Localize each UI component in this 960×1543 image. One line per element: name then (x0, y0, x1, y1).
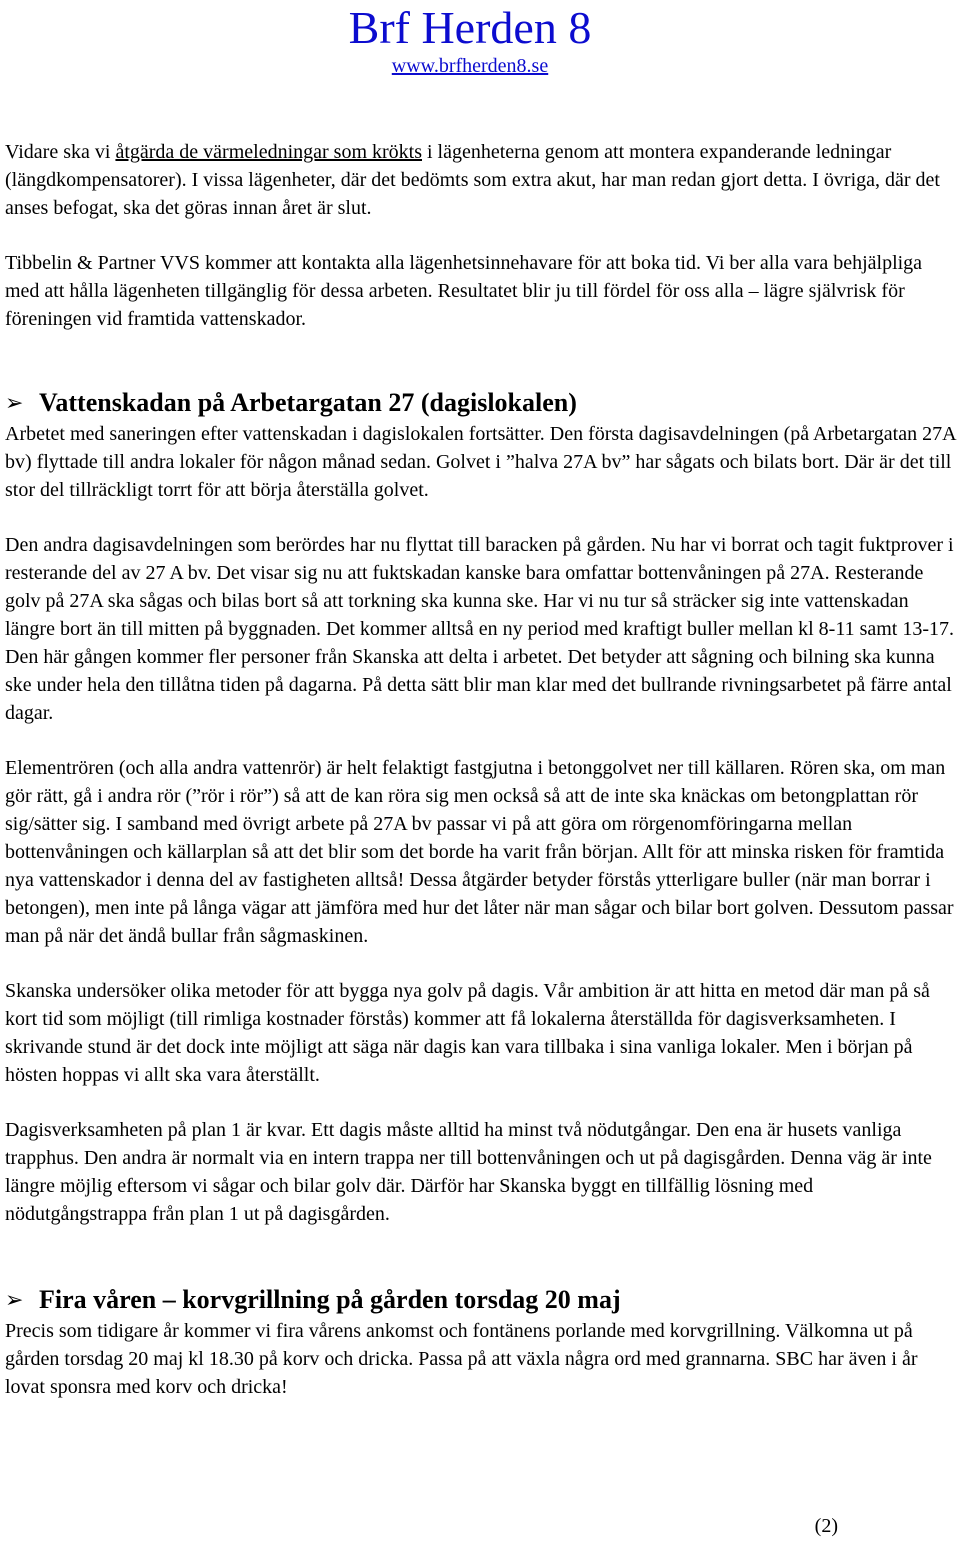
spacer (5, 1089, 957, 1116)
heading-text: Fira våren – korvgrillning på gården torsdag 20 maj (39, 1285, 621, 1314)
paragraph-vvs-contact: Tibbelin & Partner VVS kommer att kontakta alla lägenhetsinnehavare för att boka tid. Vi ber alla vara behjälpliga med att hålla lägenheten tillgänglig för dessa arbeten. Resultatet blir ju till fördel för oss alla – lägre självrisk för föreningen vid framtida vattenskador. (5, 252, 923, 330)
page-header (0, 0, 960, 78)
spacer (5, 504, 957, 531)
spacer (5, 333, 957, 386)
arrow-bullet-icon: ➢ (5, 390, 24, 415)
arrow-bullet-icon: ➢ (5, 1287, 24, 1312)
spacer (5, 222, 957, 249)
underlined-text: åtgärda de värmeledningar som krökts (115, 141, 422, 163)
text-run: i lägenheterna genom att montera expanderande ledningar (längdkompensatorer). I vissa lägenheter, där det bedömts som extra akut, har man redan gjort detta. I övriga, där det anses befogat, ska det göras innan året är slut. (5, 141, 940, 219)
paragraph-skanska: Skanska undersöker olika metoder för att bygga nya golv på dagis. Vår ambition är att hitta en metod där man på så kort tid som möjligt (till rimliga kostnader förstås) kommer att få lokalerna återställda för dagisverksamheten. I skrivande stund är det dock inte möjligt att säga när dagis kan vara tillbaka i sina vanliga lokaler. Men i början på hösten hoppas vi allt ska vara återställt. (5, 980, 930, 1086)
paragraph-heating-pipes (5, 138, 957, 222)
page-number: (2) (814, 1515, 838, 1537)
paragraph-barbecue: Precis som tidigare år kommer vi fira vårens ankomst och fontänens porlande med korvgrillning. Välkomna ut på gården torsdag 20 maj kl 18.30 på korv och dricka. Passa på att växla några ord med grannarna. SBC har även i år lovat sponsra med korv och dricka! (5, 1320, 918, 1398)
section-heading-water-damage (5, 386, 957, 420)
spacer (5, 1228, 957, 1283)
heading-text: Vattenskadan på Arbetargatan 27 (dagislokalen) (39, 388, 577, 417)
site-url-link[interactable]: www.brfherden8.se (391, 55, 549, 77)
text-run: Vidare ska vi (5, 141, 116, 163)
document-body (5, 138, 957, 1401)
paragraph-pipes: Elementrören (och alla andra vattenrör) är helt felaktigt fastgjutna i betonggolvet ner till källaren. Rören ska, om man gör rätt, gå i andra rör (”rör i rör”) så att de kan röra sig men också så att de inte ska knäckas om betongplattan rör sig/sätter sig. I samband med övrigt arbete på 27A bv passar vi på att göra om rörgenomföringarna mellan bottenvåningen och källarplan så att det blir som det borde ha varit från början. Allt för att minska risken för framtida nya vattenskador i denna del av fastigheten alltså! Dessa åtgärder betyder förstås ytterligare buller (när man borrar i betongen), men inte på långa vägar att jämföra med hur det låter när man sågar och bilar bort golven. Dessutom passar man på när det ändå bullar från sågmaskinen. (5, 757, 954, 947)
section-heading-spring (5, 1283, 957, 1317)
paragraph-second-unit: Den andra dagisavdelningen som berördes har nu flyttat till baracken på gården. Nu har vi borrat och tagit fuktprover i resterande del av 27 A bv. Det visar sig nu att fuktskadan kanske bara omfattar bottenvåningen på 27A. Resterande golv på 27A ska sågas och bilas bort så att torkning ska kunna ske. Har vi nu tur så sträcker sig inte vattenskadan längre bort än till mitten på byggnaden. Det kommer alltså en ny period med kraftigt buller mellan kl 8-11 samt 13-17. Den här gången kommer fler personer från Skanska att delta i arbetet. Det betyder att sågning och bilning ska kunna ske under hela den tillåtna tiden på dagarna. På detta sätt blir man klar med det bullrande rivningsarbetet på färre antal dagar. (5, 534, 955, 724)
paragraph-emergency-exit: Dagisverksamheten på plan 1 är kvar. Ett dagis måste alltid ha minst två nödutgångar. Den ena är husets vanliga trapphus. Den andra är normalt via en intern trappa ner till bottenvåningen och ut på dagisgården. Denna väg är inte längre möjlig eftersom vi sågar och bilar golv där. Därför har Skanska byggt en tillfällig lösning med nödutgångstrappa från plan 1 ut på dagisgården. (5, 1119, 932, 1225)
site-title: Brf Herden 8 (348, 2, 592, 53)
paragraph-sanitation: Arbetet med saneringen efter vattenskadan i dagislokalen fortsätter. Den första dagisavdelningen (på Arbetargatan 27A bv) flyttade till andra lokaler för någon månad sedan. Golvet i ”halva 27A bv” har sågats och bilats bort. Där är det till stor del tillräckligt torrt för att börja återställa golvet. (5, 423, 956, 501)
spacer (5, 727, 957, 754)
spacer (5, 950, 957, 977)
